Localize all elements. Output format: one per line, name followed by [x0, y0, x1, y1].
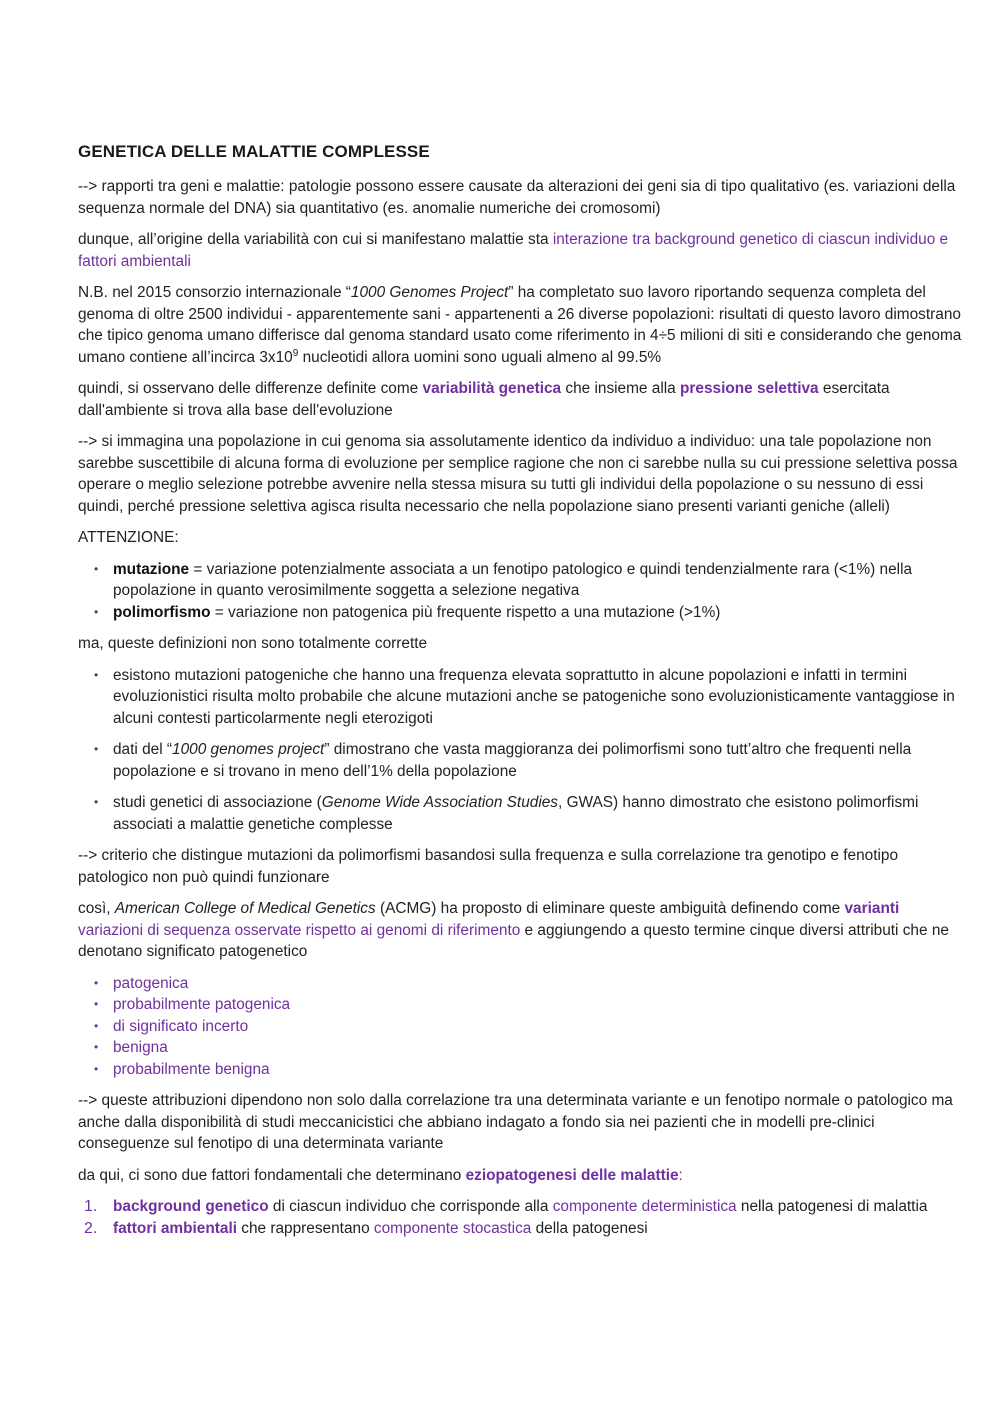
paragraph-genetic-variability — [78, 378, 962, 421]
list-item — [78, 1218, 962, 1240]
nb-text-body: ” ha completato suo lavoro riportando sequenza completa del genoma di oltre 2500 individui - apparentemente sani - appartenenti a 26 diverse popolazioni: risultati di questo lavoro dimostrano che tipico genoma umano differisce dal genoma standard usato come riferimento in 4÷5 milioni di siti e considerando che genoma umano contiene all’incirca 3x10 — [78, 284, 962, 366]
attribute-item: • di significato incerto — [78, 1016, 962, 1038]
paragraph-variability — [78, 229, 962, 272]
list-item — [78, 665, 962, 730]
paragraph-criterion: --> criterio che distingue mutazioni da polimorfismi basandosi sulla frequenza e sulla correlazione tra genotipo e fenotipo patologico non può quindi funzionare — [78, 847, 899, 886]
gv-text-mid: che insieme alla — [561, 380, 681, 397]
stochastic-component: componente stocastica — [373, 1219, 532, 1237]
colon: : — [678, 1166, 683, 1184]
list-item — [78, 559, 962, 602]
term-polymorphism: polimorfismo — [113, 603, 211, 621]
attribute-item: • patogenica — [78, 973, 962, 995]
gv-text-start: quindi, si osservano delle differenze definite come — [78, 380, 423, 397]
attributes-list — [78, 973, 962, 1081]
list-item — [78, 1196, 962, 1218]
acmg-text-end: e aggiungendo a questo termine cinque diversi attributi che ne denotano significato patogenetico — [78, 921, 949, 960]
term-variants: varianti — [844, 900, 900, 917]
paragraph-genomes-project — [78, 282, 962, 368]
list-item — [78, 792, 962, 835]
list-item — [78, 602, 962, 624]
counterexample-text: , GWAS) hanno dimostrato che esistono polimorfismi associati a malattie genetiche complesse — [113, 794, 919, 833]
counterexample-text: ” dimostrano che vasta maggioranza dei polimorfismi sono tutt’altro che frequenti nella popolazione e si trovano in meno dell’1% della popolazione — [113, 741, 912, 780]
term-environmental-factors: fattori ambientali — [113, 1219, 237, 1237]
paragraph-acmg — [78, 898, 962, 963]
term-selective-pressure: pressione selettiva — [680, 380, 819, 397]
variability-highlight: interazione tra background genetico di ciascun individuo e fattori ambientali — [78, 231, 949, 270]
factor-text: della patogenesi — [531, 1219, 648, 1237]
polymorphism-definition: = variazione non patogenica più frequente rispetto a una mutazione (>1%) — [210, 603, 721, 621]
gv-text-end: esercitata dall'ambiente si trova alla base dell'evoluzione — [78, 380, 890, 419]
acmg-text-mid: (ACMG) ha proposto di eliminare queste ambiguità definendo come — [375, 900, 845, 917]
project-name: 1000 Genomes Project — [350, 284, 509, 301]
counterexamples-list — [78, 665, 962, 836]
paragraph-identical-population — [78, 431, 962, 517]
nb-text-start: N.B. nel 2015 consorzio internazionale “ — [78, 284, 351, 301]
paragraph-attributions: --> queste attribuzioni dipendono non solo dalla correlazione tra una determinata variante e un fenotipo normale o patologico ma anche dalla disponibilità di studi meccanicistici che abbiano indagato a fondo sia nei pazienti che in modelli pre-clinici conseguenze sul fenotipo di una determinata variante — [78, 1092, 953, 1152]
mutation-definition: = variazione potenzialmente associata a un fenotipo patologico e quindi tendenzialmente rara (<1%) nella popolazione in quanto verosimilmente soggetta a selezione negativa — [113, 560, 913, 599]
term-genetic-background: background genetico — [113, 1198, 269, 1215]
alleles-text: quindi, perché pressione selettiva agisca risulta necessario che nella popolazione siano presenti varianti geniche (alleli) — [78, 497, 890, 515]
variability-text: dunque, all’origine della variabilità con cui si manifestano malattie sta — [78, 231, 553, 248]
paragraph-not-correct: ma, queste definizioni non sono totalmente corrette — [78, 635, 428, 652]
factors-list — [78, 1196, 962, 1239]
gwas-name: Genome Wide Association Studies — [321, 794, 559, 811]
attribute-item: • probabilmente patogenica — [78, 994, 962, 1016]
list-number: 2. — [84, 1219, 98, 1237]
term-etiopathogenesis: eziopatogenesi delle malattie — [465, 1166, 679, 1184]
factor-text: che rappresentano — [237, 1219, 374, 1237]
variants-definition: variazioni di sequenza osservate rispetto ai genomi di riferimento — [78, 921, 521, 939]
paragraph-factors-intro — [78, 1165, 962, 1187]
exponent: 9 — [292, 347, 299, 359]
intro-text: --> rapporti tra geni e malattie: patologie possono essere causate da alterazioni dei geni sia di tipo qualitativo (es. variazioni della sequenza normale del DNA) sia quantitativo (es. anomalie numeriche dei cromosomi) — [78, 178, 956, 217]
definitions-list — [78, 559, 962, 624]
deterministic-component: componente deterministica — [552, 1198, 737, 1215]
list-number: 1. — [84, 1198, 98, 1215]
attribute-item: • probabilmente benigna — [78, 1059, 962, 1081]
page-title: GENETICA DELLE MALATTIE COMPLESSE — [78, 142, 430, 161]
factor-text: nella patogenesi di malattia — [736, 1198, 928, 1215]
paragraph-intro — [78, 176, 962, 219]
counterexample-text: esistono mutazioni patogeniche che hanno una frequenza elevata soprattutto in alcune popolazioni e infatti in termini evoluzionistici risulta molto probabile che alcune mutazioni anche se patogeniche sono evoluzionisticamente vantaggiose in alcuni contesti particolarmente negli eterozigoti — [113, 666, 955, 727]
term-mutation: mutazione — [113, 560, 190, 578]
counterexample-text: studi genetici di associazione ( — [113, 794, 322, 811]
list-item — [78, 739, 962, 782]
acmg-name: American College of Medical Genetics — [114, 900, 376, 917]
acmg-text-start: così, — [78, 900, 115, 917]
factor-text: di ciascun individuo che corrisponde alla — [268, 1198, 553, 1215]
counterexample-text: dati del “ — [113, 741, 173, 758]
document-page — [78, 142, 962, 1249]
term-genetic-variability: variabilità genetica — [422, 380, 562, 397]
attribute-item: • benigna — [78, 1037, 962, 1059]
project-name: 1000 genomes project — [172, 741, 325, 758]
nb-text-end: nucleotidi allora uomini sono uguali almeno al 99.5% — [298, 348, 662, 366]
attention-label: ATTENZIONE: — [78, 529, 179, 546]
factors-text: da qui, ci sono due fattori fondamentali che determinano — [78, 1166, 466, 1184]
population-text: --> si immagina una popolazione in cui genoma sia assolutamente identico da individuo a individuo: una tale popolazione non sarebbe suscettibile di alcuna forma di evoluzione per semplice ragione che non ci sarebbe nulla su cui pressione selettiva possa operare o meglio selezione potrebbe avvenire nella stessa misura su tutti gli individui della popolazione o su nessuno di essi — [78, 433, 958, 493]
